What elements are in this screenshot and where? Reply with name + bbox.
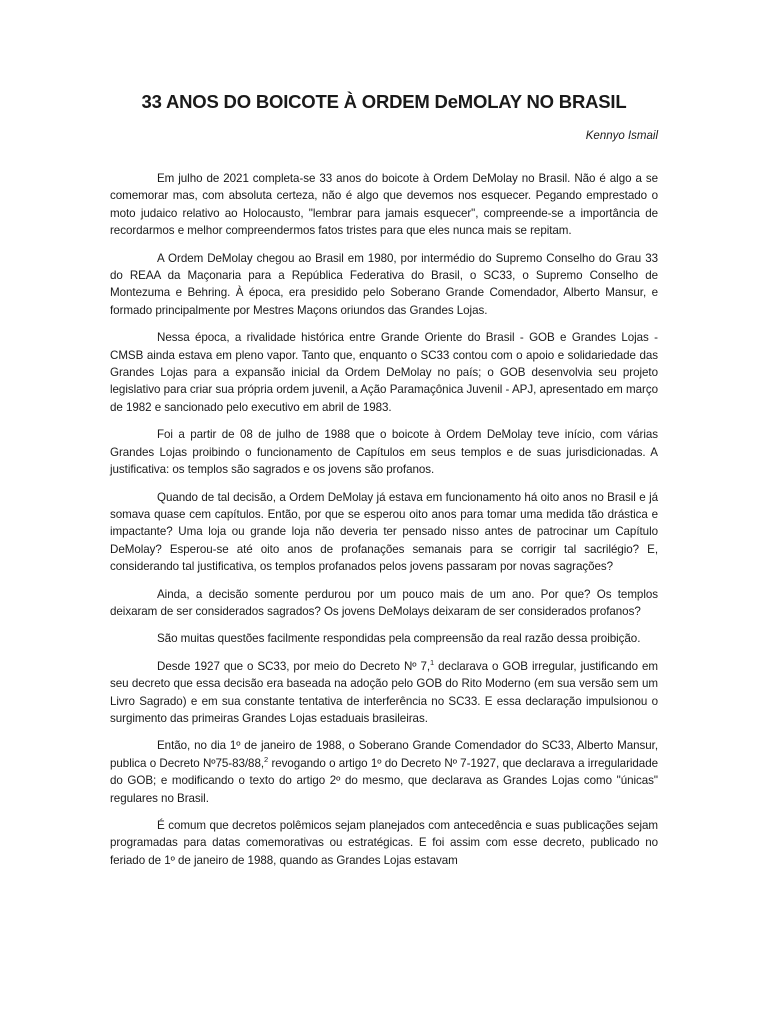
paragraph-2: A Ordem DeMolay chegou ao Brasil em 1980, por intermédio do Supremo Conselho do Grau 33 do REAA da Maçonaria para a República Federativa do Brasil, o SC33, o Supremo Conselho de Montezuma e Behring. À época, era presidido pelo Soberano Grande Comendador, Alberto Mansur, e formado principalmente por Mestres Maçons oriundos das Grandes Lojas. (110, 251, 658, 317)
paragraph-9: Então, no dia 1º de janeiro de 1988, o Soberano Grande Comendador do SC33, Alberto Mansur, publica o Decreto Nº75-83/88,$^2$ revogando o artigo 1º do Decreto Nº 7-1927, que declarava a irregularidade do GOB; e modificando o texto do artigo 2º do mesmo, que declarava as Grandes Lojas como "únicas" regulares no Brasil. (110, 739, 658, 805)
document-title: 33 ANOS DO BOICOTE À ORDEM DeMOLAY NO BRASIL (141, 91, 627, 112)
paragraph-10: É comum que decretos polêmicos sejam planejados com antecedência e suas publicações sejam programadas para datas comemorativas ou estratégicas. E foi assim com esse decreto, publicado no feriado de 1º de janeiro de 1988, quando as Grandes Lojas estavam (110, 819, 658, 867)
paragraph-4: Foi a partir de 08 de julho de 1988 que o boicote à Ordem DeMolay teve início, com várias Grandes Lojas proibindo o funcionamento de Capítulos em seus templos e de suas jurisdicionadas. A justificativa: os templos são sagrados e os jovens são profanos. (110, 428, 658, 477)
paragraph-3: Nessa época, a rivalidade histórica entre Grande Oriente do Brasil - GOB e Grandes Lojas - CMSB ainda estava em pleno vapor. Tanto que, enquanto o SC33 contou com o apoio e solidariedade das Grandes Lojas para a expansão inicial da Ordem DeMolay no país; o GOB desenvolvia seu projeto legislativo para criar sua própria ordem juvenil, a Ação Paramaçônica Juvenil - APJ, apresentado em março de 1982 e sancionado pelo executivo em abril de 1983. (110, 331, 658, 414)
paragraph-1: Em julho de 2021 completa-se 33 anos do boicote à Ordem DeMolay no Brasil. Não é algo a se comemorar mas, com absoluta certeza, não é algo que devemos nos esquecer. Pegando emprestado o moto judaico relativo ao Holocausto, "lembrar para jamais esquecer", compreende-se a importância de recordarmos e melhor compreendermos fatos tristes para que eles nunca mais se repitam. (110, 172, 658, 238)
paragraph-8: Desde 1927 que o SC33, por meio do Decreto Nº 7,$^1$ declarava o GOB irregular, justificando em seu decreto que essa decisão era baseada na adoção pelo GOB do Rito Moderno (em sua versão sem um Livro Sagrado) e em sua constante tentativa de interferência no SC33. E essa declaração impulsionou o surgimento das primeiras Grandes Lojas estaduais brasileiras. (110, 657, 658, 725)
footnote-marker: 2 (264, 754, 269, 764)
paragraph-6: Ainda, a decisão somente perdurou por um pouco mais de um ano. Por que? Os templos deixaram de ser considerados sagrados? Os jovens DeMolays deixaram de ser considerados profanos? (110, 587, 658, 618)
author-name: Kennyo Ismail (585, 130, 658, 142)
document-page (110, 0, 658, 879)
paragraph-5: Quando de tal decisão, a Ordem DeMolay já estava em funcionamento há oito anos no Brasil e já somava quase cem capítulos. Então, por que se esperou oito anos para tomar uma medida tão drástica e impactante? Uma loja ou grande loja não deveria ter pensado nisso antes de patrocinar um Capítulo DeMolay? Esperou-se até oito anos de profanações semanais para se corrigir tal sacrilégio? E, considerando tal justificativa, os templos profanados pelos jovens passaram por novas sagrações? (110, 490, 658, 574)
footnote-marker: 1 (430, 657, 435, 667)
document-body (110, 170, 658, 869)
paragraph-7: São muitas questões facilmente respondidas pela compreensão da real razão dessa proibição. (157, 632, 641, 646)
